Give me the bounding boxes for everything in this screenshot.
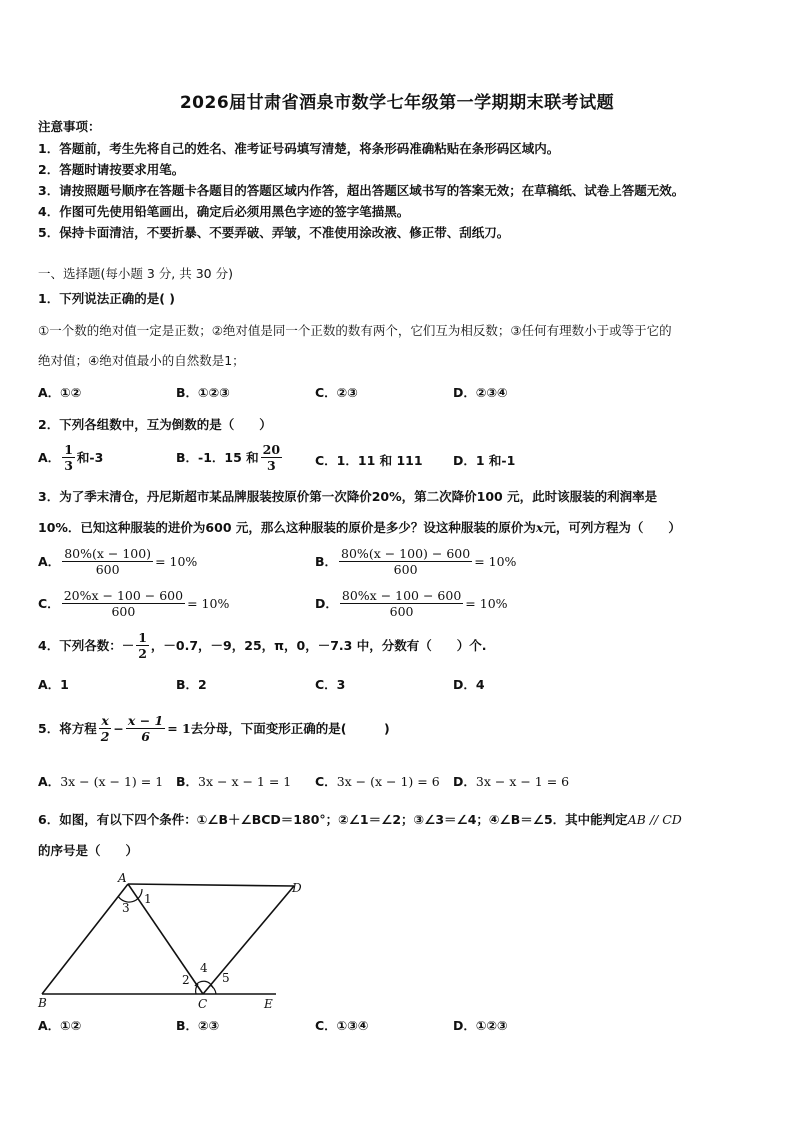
angle-label-5: 5 (222, 971, 230, 985)
q6-stem-line1: 6．如图，有以下四个条件：①∠B＋∠BCD＝180°；②∠1＝∠2；③∠3＝∠4；④∠B＝∠5．其中能判定AB // CD (38, 812, 682, 827)
q2-option-d: D．1 和-1 (453, 453, 516, 468)
q3-option-b: B． $\frac{80\%(x - 100) - 600}{600}$ = 10% (315, 546, 517, 577)
q6-option-c: C．①③④ (315, 1018, 369, 1033)
angle-label-4: 4 (200, 961, 208, 975)
notice-item: 5．保持卡面清洁，不要折暴、不要弄破、弄皱，不准使用涂改液、修正带、刮纸刀。 (38, 225, 510, 240)
angle-label-1: 1 (144, 892, 152, 906)
q4-option-b: B．2 (176, 677, 207, 692)
q2-option-b: B．-1．15 和 $\frac{20}{3}$ (176, 442, 281, 473)
q5-option-c: C．3x − (x − 1) = 6 (315, 774, 440, 789)
point-label-c: C (198, 997, 208, 1011)
angle-label-2: 2 (182, 973, 190, 987)
page-title: 2026届甘肃省酒泉市数学七年级第一学期期末联考试题 (179, 93, 615, 113)
segment-ac (128, 884, 203, 994)
q3-option-d: D． $\frac{80\%x - 100 - 600}{600}$ = 10% (315, 588, 508, 619)
notice-item: 2．答题时请按要求用笔。 (38, 162, 185, 177)
notice-heading: 注意事项： (38, 119, 101, 134)
q3-stem-line2: 10%．已知这种服装的进价为600 元，那么这种服装的原价是多少？设这种服装的原价为x元，可列方程为（ ） (38, 520, 681, 535)
point-label-a: A (118, 871, 127, 885)
q4-option-c: C．3 (315, 677, 346, 692)
q1-option-b: B．①②③ (176, 385, 230, 400)
angle-label-3: 3 (122, 901, 130, 915)
q5-option-b: B．3x − x − 1 = 1 (176, 774, 292, 789)
q2-option-c: C．1．11 和 111 (315, 453, 423, 468)
q6-option-b: B．②③ (176, 1018, 220, 1033)
q5-stem: 5．将方程 $\frac{x}{2}$ − $\frac{x - 1}{6}$ = 1 去分母，下面变形正确的是( ) (38, 713, 390, 744)
point-label-e: E (264, 997, 273, 1011)
q3-option-a: A． $\frac{80\%(x - 100)}{600}$ = 10% (38, 546, 198, 577)
q6-option-a: A．①② (38, 1018, 82, 1033)
q6-option-d: D．①②③ (453, 1018, 508, 1033)
geometry-figure (38, 868, 302, 1011)
point-label-d: D (292, 881, 302, 895)
q4-stem: 4．下列各数：－ $\frac{1}{2}$ ，－0.7，－9，25，π，0，－7.3 中，分数有（ ）个. (38, 630, 487, 661)
q1-stem: 1．下列说法正确的是( ) (38, 291, 175, 306)
angle-arc-5 (210, 985, 216, 994)
notice-item: 3．请按照题号顺序在答题卡各题目的答题区域内作答，超出答题区域书写的答案无效；在草稿纸、试卷上答题无效。 (38, 183, 685, 198)
q1-option-a: A．①② (38, 385, 82, 400)
q3-option-c: C． $\frac{20\%x - 100 - 600}{600}$ = 10% (38, 588, 230, 619)
line-ad (128, 884, 294, 886)
q4-option-a: A．1 (38, 677, 69, 692)
q1-option-c: C．②③ (315, 385, 358, 400)
point-label-b: B (38, 996, 47, 1010)
q5-option-d: D．3x − x − 1 = 6 (453, 774, 570, 789)
q4-option-d: D．4 (453, 677, 485, 692)
segment-ab (42, 884, 128, 994)
q2-option-a: A． $\frac{1}{3}$ 和-3 (38, 442, 104, 473)
q6-stem-line2: 的序号是（ ） (38, 843, 139, 858)
notice-item: 4．作图可先使用铅笔画出，确定后必须用黑色字迹的签字笔描黑。 (38, 204, 410, 219)
q3-stem-line1: 3．为了季末清仓，丹尼斯超市某品牌服装按原价第一次降价20%，第二次降价100 元，此时该服装的利润率是 (38, 489, 658, 504)
q1-option-d: D．②③④ (453, 385, 508, 400)
q5-option-a: A．3x − (x − 1) = 1 (38, 774, 164, 789)
section-heading: 一、选择题(每小题 3 分, 共 30 分) (38, 266, 233, 281)
notice-item: 1．答题前，考生先将自己的姓名、准考证号码填写清楚，将条形码准确粘贴在条形码区域内。 (38, 141, 560, 156)
q1-statement-line2: 绝对值；④绝对值最小的自然数是1； (38, 353, 245, 368)
segment-cd (203, 886, 294, 994)
q2-stem: 2．下列各组数中，互为倒数的是（ ） (38, 417, 272, 432)
q1-statement-line1: ①一个数的绝对值一定是正数；②绝对值是同一个正数的数有两个，它们互为相反数；③任何有理数小于或等于它的 (38, 323, 672, 338)
